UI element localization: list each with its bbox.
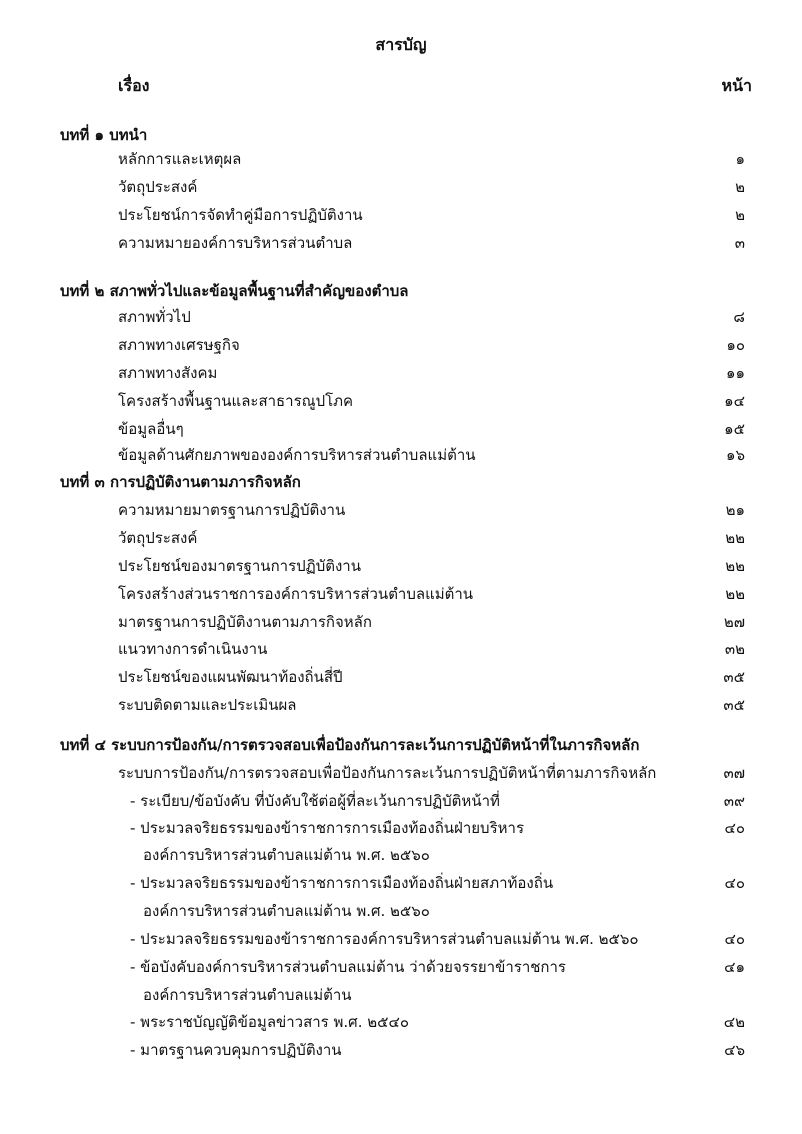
entry-title: หลักการและเหตุผล xyxy=(118,150,242,168)
entry-title: - ระเบียบ/ข้อบังคับ ที่บังคับใช้ต่อผู้ที่ละเว้นการปฏิบัติหน้าที่ xyxy=(130,792,500,810)
entry-title: สภาพทั่วไป xyxy=(118,308,191,326)
page-number: ๑ xyxy=(735,150,745,168)
page-number: ๔๐ xyxy=(724,874,745,892)
toc-entry xyxy=(0,203,802,227)
page-number: ๔๑ xyxy=(724,958,745,976)
toc-entry xyxy=(0,175,802,199)
toc-entry xyxy=(0,333,802,357)
page-number: ๑๖ xyxy=(725,446,745,464)
entry-title: องค์การบริหารส่วนตำบลแม่ต้าน xyxy=(143,986,352,1004)
entry-title: บทที่ ๓ การปฏิบัติงานตามภารกิจหลัก xyxy=(60,473,301,491)
page-number: ๔๐ xyxy=(724,819,745,837)
entry-title: ประโยชน์ของมาตรฐานการปฏิบัติงาน xyxy=(118,557,361,575)
toc-entry xyxy=(0,816,802,840)
toc-entry xyxy=(0,983,802,1007)
toc-entry xyxy=(0,871,802,895)
page-number: ๔๐ xyxy=(724,930,745,948)
page-number: ๒ xyxy=(735,206,745,224)
entry-title: สภาพทางเศรษฐกิจ xyxy=(118,336,240,354)
entry-title: ข้อมูลอื่นๆ xyxy=(118,420,184,438)
entry-title: องค์การบริหารส่วนตำบลแม่ต้าน พ.ศ. ๒๕๖๐ xyxy=(143,846,430,864)
chapter-heading xyxy=(0,123,802,147)
page-number: ๔๒ xyxy=(723,1013,745,1031)
toc-entry xyxy=(0,417,802,441)
toc-entry xyxy=(0,498,802,522)
subject-column-header: เรื่อง xyxy=(118,76,150,95)
entry-title: องค์การบริหารส่วนตำบลแม่ต้าน พ.ศ. ๒๕๖๐ xyxy=(143,902,430,920)
page-title: สารบัญ xyxy=(375,35,427,54)
entry-title: โครงสร้างส่วนราชการองค์การบริหารส่วนตำบลแม่ต้าน xyxy=(118,585,474,603)
page-number: ๓๕ xyxy=(723,668,745,686)
entry-title: วัตถุประสงค์ xyxy=(118,529,198,547)
entry-title: มาตรฐานการปฏิบัติงานตามภารกิจหลัก xyxy=(118,613,372,631)
toc-entry xyxy=(0,582,802,606)
toc-entry xyxy=(0,843,802,867)
chapter-heading xyxy=(0,733,802,757)
toc-entry xyxy=(0,231,802,255)
page-number: ๒๑ xyxy=(725,501,745,519)
page-number: ๓๕ xyxy=(723,696,745,714)
page-number: ๒ xyxy=(735,178,745,196)
entry-title: สภาพทางสังคม xyxy=(118,364,218,382)
page-number: ๘ xyxy=(733,308,745,326)
entry-title: โครงสร้างพื้นฐานและสาธารณูปโภค xyxy=(118,392,354,410)
page-column-header: หน้า xyxy=(721,76,752,95)
toc-entry xyxy=(0,761,802,785)
entry-title: - ประมวลจริยธรรมของข้าราชการการเมืองท้องถิ่นฝ่ายสภาท้องถิ่น xyxy=(130,874,554,892)
entry-title: วัตถุประสงค์ xyxy=(118,178,198,196)
toc-entry xyxy=(0,554,802,578)
toc-entry xyxy=(0,789,802,813)
entry-title: ประโยชน์การจัดทำคู่มือการปฏิบัติงาน xyxy=(118,206,363,224)
entry-title: แนวทางการดำเนินงาน xyxy=(118,640,268,658)
entry-title: - พระราชบัญญัติข้อมูลข่าวสาร พ.ศ. ๒๕๔๐ xyxy=(130,1013,409,1031)
page-number: ๒๗ xyxy=(723,613,745,631)
toc-entry xyxy=(0,305,802,329)
page-number: ๑๕ xyxy=(724,420,745,438)
page-number: ๓๙ xyxy=(723,792,745,810)
page-number: ๒๒ xyxy=(725,529,745,547)
toc-entry xyxy=(0,361,802,385)
toc-entry xyxy=(0,955,802,979)
toc-entry xyxy=(0,1010,802,1034)
toc-entry xyxy=(0,927,802,951)
toc-entry xyxy=(0,610,802,634)
toc-entry xyxy=(0,637,802,661)
toc-entry xyxy=(0,389,802,413)
entry-title: ความหมายองค์การบริหารส่วนตำบล xyxy=(118,234,353,252)
toc-entry xyxy=(0,147,802,171)
page-number: ๑๔ xyxy=(724,392,745,410)
entry-title: ข้อมูลด้านศักยภาพขององค์การบริหารส่วนตำบลแม่ต้าน xyxy=(118,446,476,464)
toc-entry xyxy=(0,665,802,689)
page-number: ๒๒ xyxy=(725,557,745,575)
page-number: ๓๒ xyxy=(724,640,745,658)
chapter-heading xyxy=(0,470,802,494)
toc-entry xyxy=(0,693,802,717)
chapter-heading xyxy=(0,279,802,303)
page-number: ๑๐ xyxy=(726,336,745,354)
entry-title: - ข้อบังคับองค์การบริหารส่วนตำบลแม่ต้าน ว่าด้วยจรรยาข้าราชการ xyxy=(130,958,566,976)
entry-title: - มาตรฐานควบคุมการปฏิบัติงาน xyxy=(130,1041,342,1059)
entry-title: - ประมวลจริยธรรมของข้าราชการการเมืองท้องถิ่นฝ่ายบริหาร xyxy=(130,819,525,837)
page-number: ๒๒ xyxy=(725,585,745,603)
toc-entry xyxy=(0,526,802,550)
entry-title: ความหมายมาตรฐานการปฏิบัติงาน xyxy=(118,501,346,519)
page-number: ๔๖ xyxy=(724,1041,745,1059)
entry-title: ระบบการป้องกัน/การตรวจสอบเพื่อป้องกันการละเว้นการปฏิบัติหน้าที่ตามภารกิจหลัก xyxy=(118,764,657,782)
page-number: ๓ xyxy=(734,234,745,252)
entry-title: บทที่ ๒ สภาพทั่วไปและข้อมูลพื้นฐานที่สำคัญของตำบล xyxy=(60,282,409,300)
page-number: ๑๑ xyxy=(725,364,745,382)
page-number: ๓๗ xyxy=(723,764,745,782)
entry-title: บทที่ ๔ ระบบการป้องกัน/การตรวจสอบเพื่อป้องกันการละเว้นการปฏิบัติหน้าที่ในภารกิจหลัก xyxy=(60,736,640,754)
entry-title: บทที่ ๑ บทนำ xyxy=(60,126,148,144)
entry-title: ประโยชน์ของแผนพัฒนาท้องถิ่นสี่ปี xyxy=(118,668,343,686)
toc-entry xyxy=(0,1038,802,1062)
toc-entry xyxy=(0,443,802,467)
entry-title: ระบบติดตามและประเมินผล xyxy=(118,696,297,714)
entry-title: - ประมวลจริยธรรมของข้าราชการองค์การบริหารส่วนตำบลแม่ต้าน พ.ศ. ๒๕๖๐ xyxy=(130,930,639,948)
toc-entry xyxy=(0,899,802,923)
